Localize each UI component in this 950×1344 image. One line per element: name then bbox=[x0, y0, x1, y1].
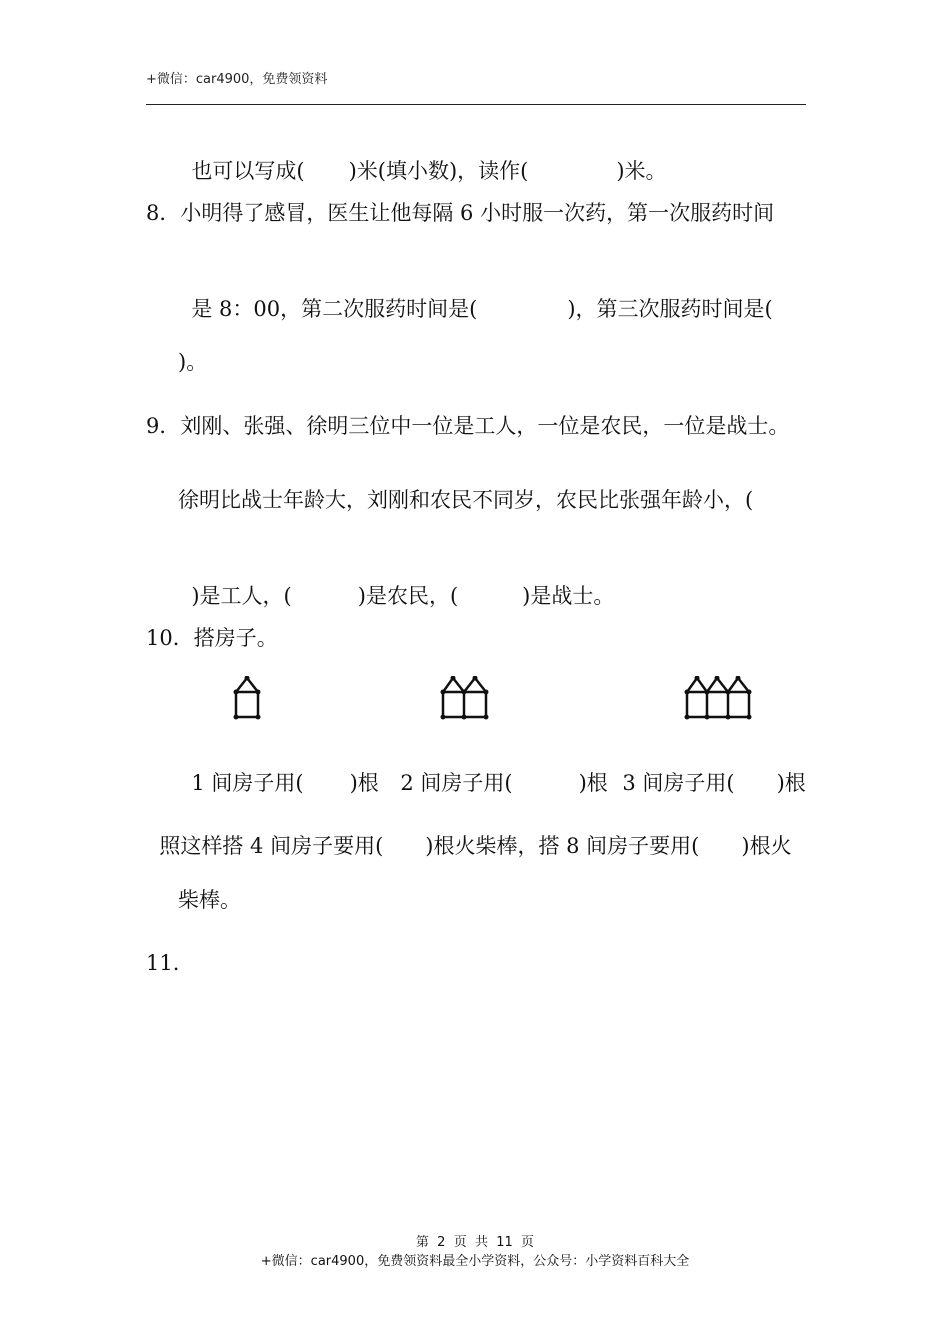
header-note: +微信：car4900，免费领资料 bbox=[146, 72, 328, 87]
q10-count-3 bbox=[609, 752, 806, 794]
q10-count-3-b: )根 bbox=[776, 771, 806, 795]
header-divider bbox=[146, 104, 806, 105]
q7-line bbox=[178, 140, 667, 182]
q10-title: 10．搭房子。 bbox=[146, 626, 278, 650]
q10-count-1-a: 1 间房子用( bbox=[191, 771, 304, 795]
q10-count-1-b: )根 bbox=[349, 771, 379, 795]
q8-text-b: )，第三次服药时间是( bbox=[567, 297, 773, 321]
page-number: 第 2 页 共 11 页 bbox=[415, 1235, 535, 1250]
q9-line-1: 9．刘刚、张强、徐明三位中一位是工人，一位是农民，一位是战士。 bbox=[146, 414, 790, 438]
house-figure-2 bbox=[440, 676, 492, 720]
q9-text-c: )是战士。 bbox=[522, 584, 615, 608]
q8-line-3: )。 bbox=[178, 350, 208, 374]
q10-count-1 bbox=[178, 752, 379, 794]
footer-note: +微信：car4900，免费领资料最全小学资料，公众号：小学资料百科大全 bbox=[260, 1254, 690, 1269]
q9-line-2: 徐明比战士年龄大，刘刚和农民不同岁，农民比张强年龄小，( bbox=[178, 488, 754, 512]
q10-line-3 bbox=[146, 815, 792, 857]
q10-count-3-a: 3 间房子用( bbox=[622, 771, 735, 795]
q10-text-c: )根火 bbox=[741, 834, 792, 858]
q9-text-b: )是农民，( bbox=[357, 584, 459, 608]
q10-text-b: )根火柴棒，搭 8 间房子要用( bbox=[425, 834, 700, 858]
house-figure-3 bbox=[684, 676, 754, 720]
q10-count-2-b: )根 bbox=[578, 771, 608, 795]
house-figure-1 bbox=[233, 676, 263, 720]
q11-label: 11. bbox=[146, 951, 180, 975]
q10-count-2 bbox=[387, 752, 608, 794]
q7-text-1: 也可以写成( bbox=[191, 159, 305, 183]
q9-text-a: )是工人，( bbox=[191, 584, 292, 608]
q8-text-a: 是 8：00，第二次服药时间是( bbox=[191, 297, 478, 321]
q7-text-3: )米。 bbox=[616, 159, 667, 183]
q7-text-2: )米(填小数)，读作( bbox=[348, 159, 529, 183]
q9-line-3 bbox=[178, 565, 614, 607]
q8-line-1: 8．小明得了感冒，医生让他每隔 6 小时服一次药，第一次服药时间 bbox=[146, 201, 775, 225]
q8-line-2 bbox=[178, 278, 773, 320]
q10-line-4: 柴棒。 bbox=[178, 888, 241, 912]
q10-count-2-a: 2 间房子用( bbox=[400, 771, 513, 795]
q10-text-a: 照这样搭 4 间房子要用( bbox=[159, 834, 384, 858]
